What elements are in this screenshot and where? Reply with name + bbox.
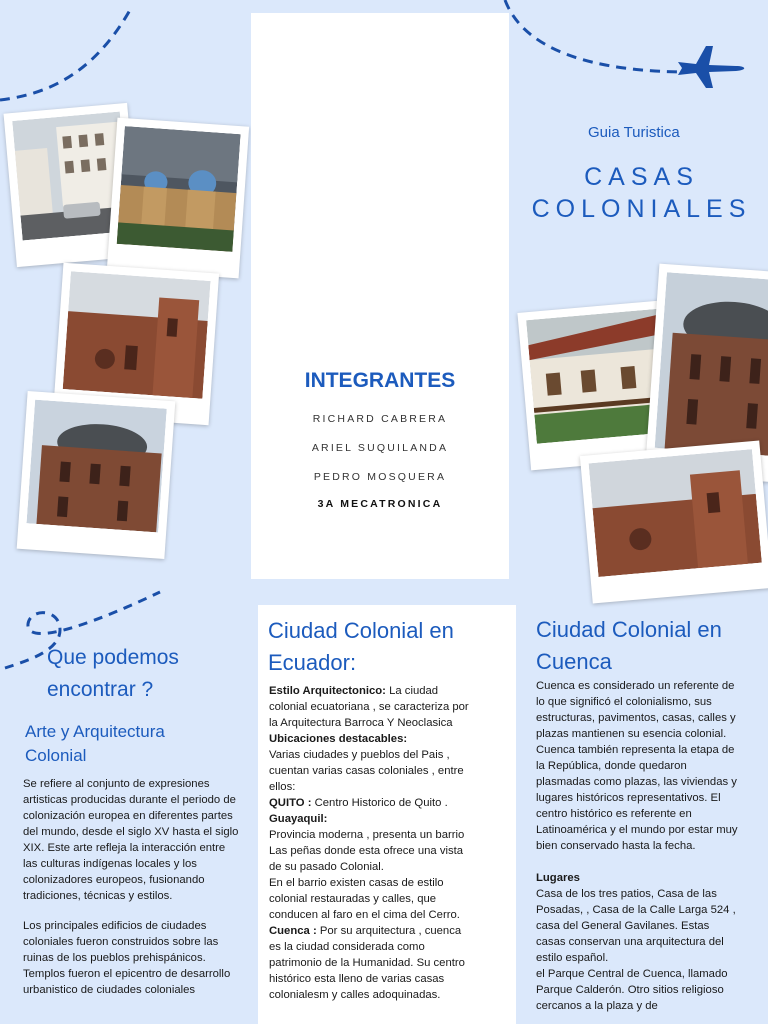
left-paragraph-3: Templos fueron el epicentro de desarrollo urbanistico de ciudades coloniales <box>23 968 231 996</box>
cover-title-line1: CASAS <box>584 163 699 191</box>
style-text: La ciudad colonial ecuatoriana , se caracteriza por la Arquitectura Barroca Y Neoclasica <box>269 685 469 729</box>
team-member-3: PEDRO MOSQUERA <box>313 471 447 483</box>
quito-text: Centro Historico de Quito . <box>311 797 448 809</box>
cuenca-heading: Ciudad Colonial en Cuenca <box>536 617 722 674</box>
quito-label: QUITO : <box>269 797 312 809</box>
team-member-1: RICHARD CABRERA <box>312 413 448 425</box>
left-paragraph-1: Se refiere al conjunto de expresiones artisticas producidas durante el periodo de colonización europea en diferentes partes del mundo, desde el siglo XV hasta el siglo XIX. Este arte refleja la interacción entre las culturas indígenas locales y los colonizadores europeos, fusionando tradiciones, técnicas y estilos. <box>23 778 239 902</box>
team-group: 3A MECATRONICA <box>317 498 443 510</box>
left-body <box>23 776 241 1024</box>
team-heading: INTEGRANTES <box>304 369 456 392</box>
team-member-2: ARIEL SUQUILANDA <box>311 442 449 454</box>
cuenca-paragraph-1: Cuenca es considerado un referente de lo que significó el colonialismo, sus estructuras, pavimentos, casas, calles y plazas mantienen su esencia colonial. <box>536 680 736 740</box>
flight-path-top-right <box>500 0 700 90</box>
cuenca-label: Cuenca : <box>269 925 317 937</box>
ecuador-panel <box>258 605 516 1024</box>
left-subheading: Arte y Arquitectura Colonial <box>25 722 165 765</box>
ecuador-heading: Ciudad Colonial en Ecuador: <box>268 618 454 675</box>
park-text: el Parque Central de Cuenca, llamado Parque Calderón. Otro sitios religioso cercanos a la plaza y de <box>536 968 728 1012</box>
team-panel <box>251 13 509 579</box>
photo-cathedral-dome-2 <box>17 391 176 559</box>
barrio-text: En el barrio existen casas de estilo colonial restauradas y calles, que conducen al faro en el cima del Cerro. <box>269 877 460 921</box>
photo-cathedral-facade-right <box>580 440 768 603</box>
cuenca-text: Por su arquitectura , cuenca es la ciudad considerada como patrimonio de la Humanidad. Su centro histórico esta lleno de varias casas colonialesm y calles adoquinadas. <box>269 925 465 1001</box>
left-paragraph-2: Los principales edificios de ciudades coloniales fueron construidos sobre las ruinas de los pueblos prehispánicos. <box>23 920 219 964</box>
airplane-icon <box>676 44 748 90</box>
cuenca-paragraph-2: Cuenca también representa la etapa de la República, donde quedaron plasmadas como plazas, las viviendas y lugares históricos representativos. El centro histórico es referente en Latinoamérica y el mundo por estar muy bien conservado hasta la fecha. <box>536 744 738 852</box>
cuenca-body <box>536 678 738 1024</box>
cover-title-line2: COLONIALES <box>531 195 752 223</box>
left-heading: Que podemos encontrar ? <box>47 646 179 701</box>
flight-path-top-left <box>0 0 160 110</box>
locations-label: Ubicaciones destacables: <box>269 733 408 745</box>
style-label: Estilo Arquitectonico: <box>269 685 386 697</box>
places-label: Lugares <box>536 872 580 884</box>
ecuador-body <box>269 683 475 1003</box>
guayaquil-text: Provincia moderna , presenta un barrio Las peñas donde esta ofrece una vista de su pasado Colonial. <box>269 829 465 873</box>
places-text: Casa de los tres patios, Casa de las Posadas, , Casa de la Calle Larga 524 , casa del General Gavilanes. Estas casas conservan una arquitectura del estilo español. <box>536 888 736 964</box>
guide-label: Guia Turistica <box>588 124 680 141</box>
locations-text: Varias ciudades y pueblos del Pais , cuentan varias casas coloniales , entre ellos: <box>269 749 464 793</box>
photo-cathedral-domes <box>107 118 249 279</box>
guayaquil-label: Guayaquil: <box>269 813 328 825</box>
